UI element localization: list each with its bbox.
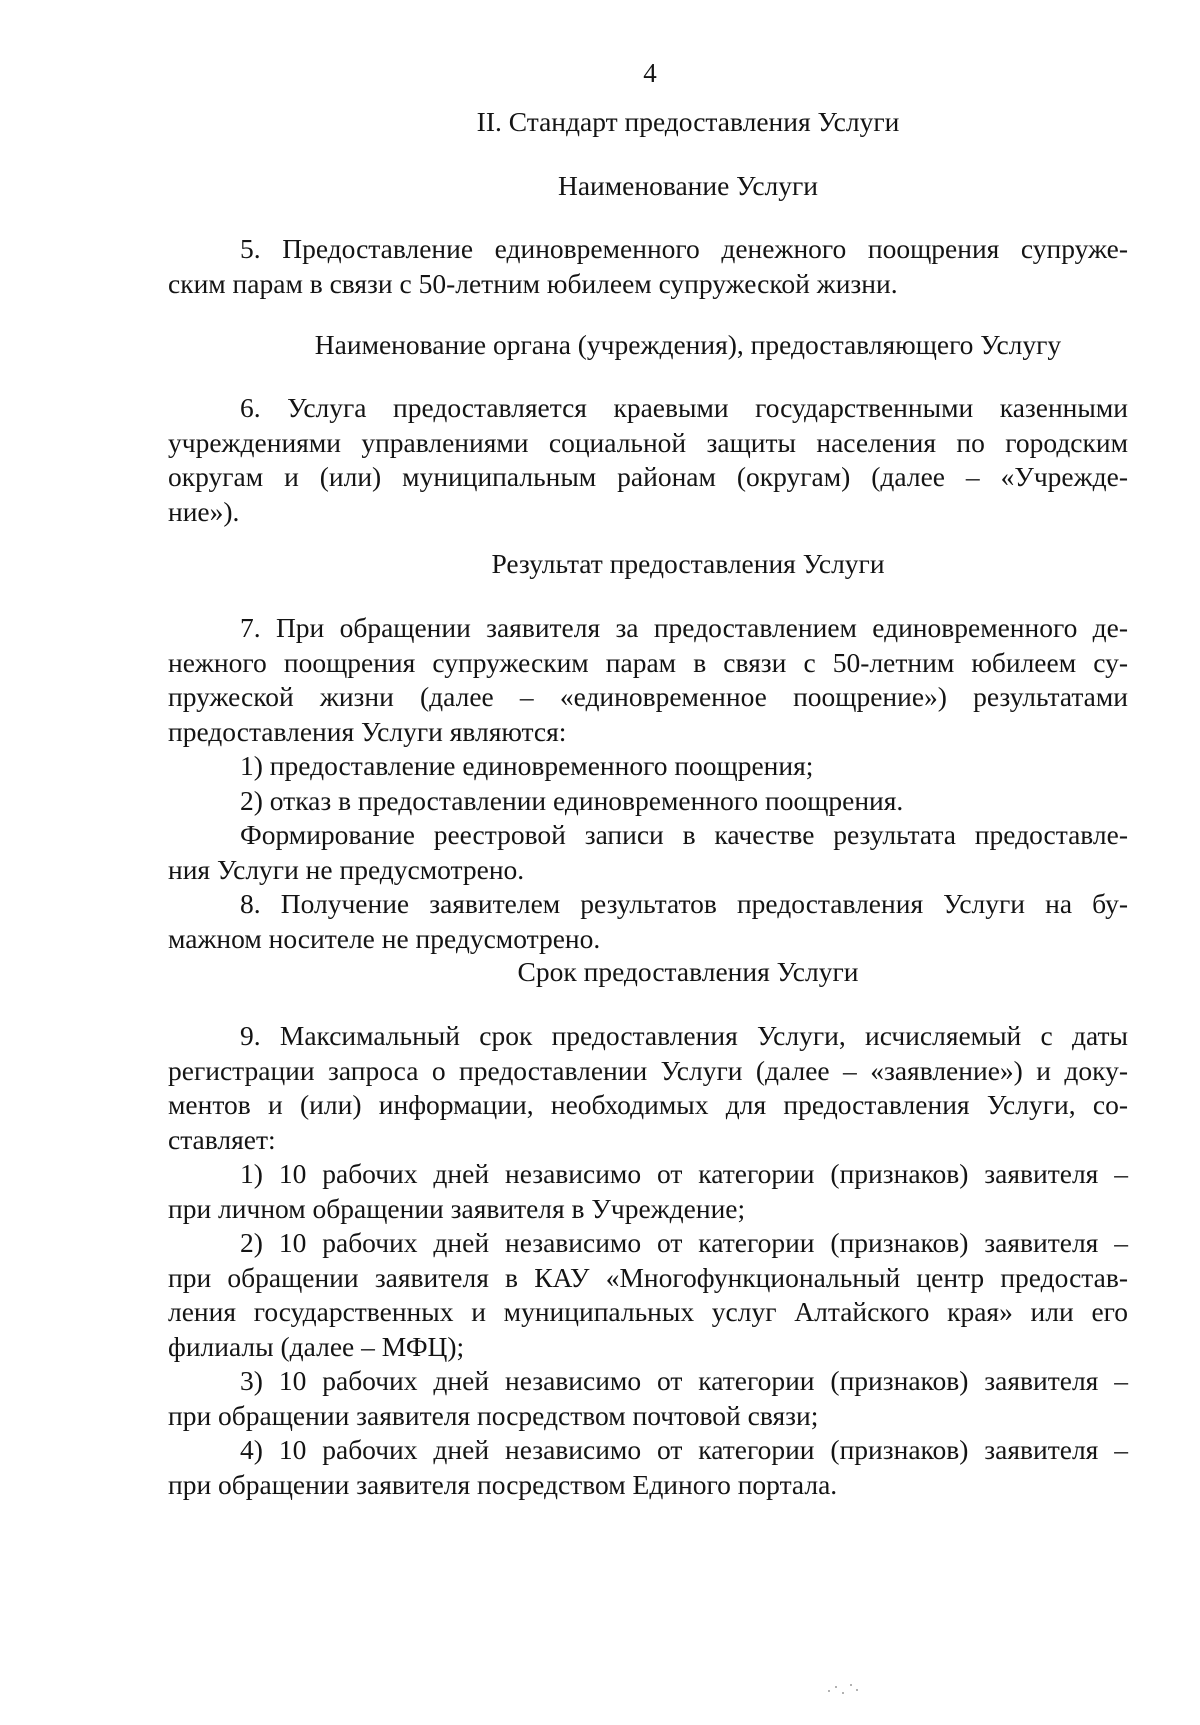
paragraph-line: предоставления Услуги являются: — [168, 715, 567, 747]
paragraph-line: ния Услуги не предусмотрено. — [168, 853, 525, 885]
list-item: 1) 10 рабочих дней независимо от категории (признаков) заявителя – — [240, 1158, 1128, 1189]
scan-artifact — [826, 1680, 866, 1696]
paragraph-line: ставляет: — [168, 1123, 276, 1155]
list-item: при обращении заявителя посредством почтовой связи; — [168, 1399, 819, 1431]
paragraph-line: нежного поощрения супружеским парам в связи с 50-летним юбилеем су- — [168, 646, 1128, 678]
list-item: ления государственных и муниципальных услуг Алтайского края» или его — [168, 1296, 1128, 1327]
paragraph-line: учреждениями управлениями социальной защиты населения по городским — [168, 426, 1128, 458]
section-title: II. Стандарт предоставления Услуги — [476, 106, 900, 137]
paragraph-line: 6. Услуга предоставляется краевыми государственными казенными — [240, 392, 1128, 423]
paragraph-7 — [168, 611, 1128, 956]
paragraph-line: ским парам в связи с 50-летним юбилеем супружеской жизни. — [168, 267, 898, 299]
scan-speck — [842, 1692, 844, 1694]
list-item: при обращении заявителя посредством Единого портала. — [168, 1468, 838, 1500]
list-item: 2) отказ в предоставлении единовременного поощрения. — [240, 784, 904, 816]
paragraph-line: ние»). — [168, 495, 240, 527]
heading-service-name: Наименование Услуги — [557, 170, 819, 201]
scan-speck — [835, 1686, 837, 1688]
scan-speck — [828, 1690, 830, 1692]
paragraph-6 — [168, 391, 1128, 529]
page-number: 4 — [643, 58, 657, 88]
paragraph-line: мажном носителе не предусмотрено. — [168, 922, 601, 954]
list-item: 1) предоставление единовременного поощрения; — [240, 750, 814, 781]
list-item: 2) 10 рабочих дней независимо от категории (признаков) заявителя – — [240, 1227, 1128, 1258]
paragraph-line: 9. Максимальный срок предоставления Услуги, исчисляемый с даты — [240, 1020, 1128, 1051]
list-item: 4) 10 рабочих дней независимо от категории (признаков) заявителя – — [240, 1434, 1128, 1465]
list-item: 3) 10 рабочих дней независимо от категории (признаков) заявителя – — [240, 1365, 1128, 1396]
paragraph-line: ментов и (или) информации, необходимых для предоставления Услуги, со- — [168, 1089, 1128, 1120]
list-item: филиалы (далее – МФЦ); — [168, 1330, 465, 1362]
paragraph-line: пружеской жизни (далее – «единовременное поощрение») результатами — [168, 681, 1128, 712]
paragraph-9 — [168, 1019, 1128, 1502]
paragraph-line: округам и (или) муниципальным районам (округам) (далее – «Учрежде- — [168, 461, 1128, 492]
paragraph-line: 8. Получение заявителем результатов предоставления Услуги на бу- — [240, 888, 1128, 919]
paragraph-line: 7. При обращении заявителя за предоставлением единовременного де- — [240, 612, 1128, 643]
list-item: при обращении заявителя в КАУ «Многофункциональный центр предостав- — [168, 1261, 1128, 1293]
paragraph-line: Формирование реестровой записи в качестве результата предоставле- — [240, 819, 1128, 850]
scan-speck — [850, 1684, 852, 1686]
paragraph-line: 5. Предоставление единовременного денежного поощрения супруже- — [240, 233, 1128, 264]
paragraph-line: регистрации запроса о предоставлении Услуги (далее – «заявление») и доку- — [168, 1054, 1128, 1086]
scan-speck — [856, 1689, 858, 1691]
heading-service-result: Результат предоставления Услуги — [491, 548, 885, 579]
list-item: при личном обращении заявителя в Учреждение; — [168, 1192, 746, 1224]
paragraph-5 — [168, 232, 1128, 301]
heading-authority-name: Наименование органа (учреждения), предоставляющего Услугу — [314, 329, 1062, 360]
heading-service-term: Срок предоставления Услуги — [517, 956, 859, 987]
